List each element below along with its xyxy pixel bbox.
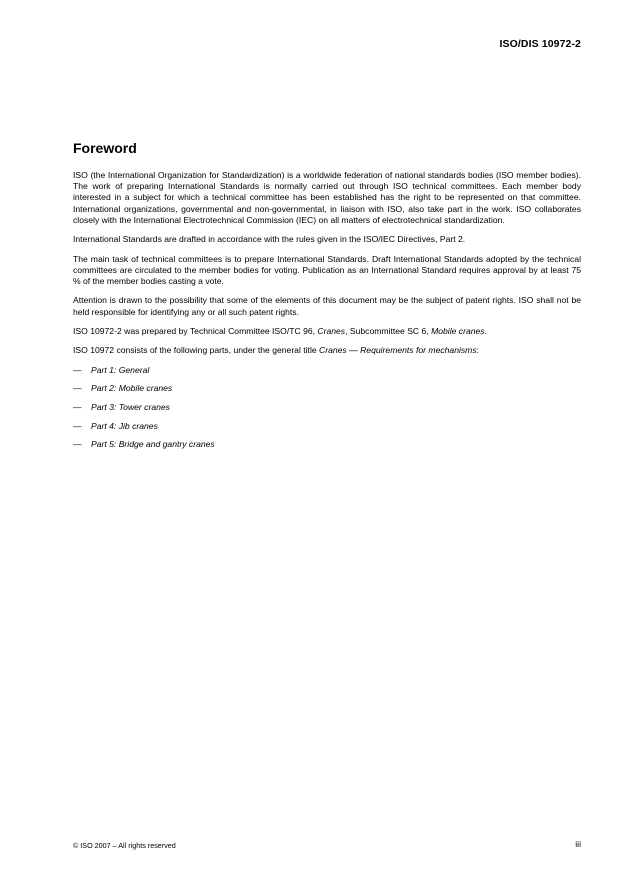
- parts-intro-suffix: :: [476, 345, 480, 356]
- page-title: Foreword: [73, 140, 137, 156]
- prepared-by-suffix: .: [484, 325, 487, 336]
- prepared-by-middle: , Subcommittee SC 6,: [345, 325, 432, 336]
- parts-intro-prefix: ISO 10972 consists of the following parts, under the general title: [73, 345, 320, 356]
- paragraph-prepared-by: [73, 326, 581, 337]
- list-dash: —: [73, 439, 82, 450]
- document-identifier: ISO/DIS 10972-2: [499, 38, 581, 50]
- list-item: [73, 365, 581, 376]
- foreword-body: [73, 170, 581, 458]
- page-number: iii: [575, 839, 581, 849]
- list-dash: —: [73, 420, 82, 431]
- list-dash: —: [73, 401, 82, 412]
- paragraph-iso-intro: ISO (the International Organization for Standardization) is a worldwide federation of national standards bodies (ISO member bodies). The work of preparing International Standards is normally carried out through ISO technical committees. Each member body interested in a subject for which a technical committee has been established has the right to be represented on that committee. International organizations, governmental and non-governmental, in liaison with ISO, also take part in the work. ISO collaborates closely with the International Electrotechnical Commission (IEC) on all matters of electrotechnical standardization.: [73, 170, 581, 225]
- parts-list: [73, 365, 581, 451]
- prepared-by-prefix: ISO 10972-2 was prepared by Technical Committee ISO/TC 96,: [73, 325, 318, 336]
- copyright-notice: © ISO 2007 – All rights reserved: [73, 841, 176, 850]
- list-dash: —: [73, 364, 82, 375]
- paragraph-committee-task: The main task of technical committees is to prepare International Standards. Draft International Standards adopted by the technical committees are circulated to the member bodies for voting. Publication as an International Standard requires approval by at least 75 % of the member bodies casting a vote.: [73, 253, 581, 286]
- general-title: Cranes — Requirements for mechanisms: [319, 345, 477, 356]
- part-label: Part 4: Jib cranes: [91, 420, 158, 431]
- list-item: [73, 402, 581, 413]
- paragraph-patent-rights: Attention is drawn to the possibility that some of the elements of this document may be the subject of patent rights. ISO shall not be held responsible for identifying any or all such patent rights.: [73, 295, 581, 317]
- subcommittee-name: Mobile cranes: [431, 325, 485, 336]
- part-label: Part 5: Bridge and gantry cranes: [91, 439, 215, 450]
- part-label: Part 2: Mobile cranes: [91, 383, 173, 394]
- list-item: [73, 439, 581, 450]
- list-dash: —: [73, 383, 82, 394]
- part-label: Part 1: General: [91, 364, 150, 375]
- part-label: Part 3: Tower cranes: [91, 401, 170, 412]
- paragraph-parts-intro: [73, 345, 581, 356]
- list-item: [73, 421, 581, 432]
- committee-name: Cranes: [317, 325, 346, 336]
- list-item: [73, 383, 581, 394]
- paragraph-directives: International Standards are drafted in accordance with the rules given in the ISO/IEC Directives, Part 2.: [73, 234, 466, 245]
